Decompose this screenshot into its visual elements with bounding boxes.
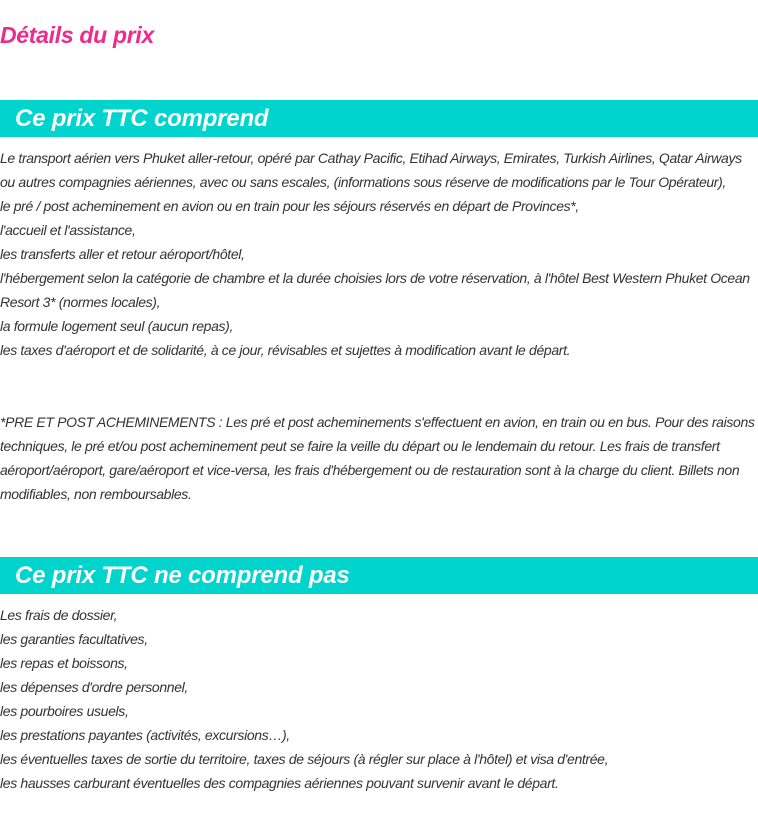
list-item: les éventuelles taxes de sortie du territoire, taxes de séjours (à régler sur place à l'hôtel) et visa d'entrée, <box>0 751 609 767</box>
includes-list <box>0 146 758 362</box>
list-item: les transferts aller et retour aéroport/hôtel, <box>0 246 245 262</box>
list-item: les dépenses d'ordre personnel, <box>0 679 188 695</box>
list-item: les pourboires usuels, <box>0 703 129 719</box>
transfer-note <box>0 410 758 506</box>
list-item: les hausses carburant éventuelles des compagnies aériennes pouvant survenir avant le départ. <box>0 775 559 791</box>
section-heading-excludes: Ce prix TTC ne comprend pas <box>0 557 758 594</box>
page-title: Détails du prix <box>0 22 154 48</box>
list-item: les taxes d'aéroport et de solidarité, à ce jour, révisables et sujettes à modification avant le départ. <box>0 342 571 358</box>
list-item: Les frais de dossier, <box>0 607 118 623</box>
list-item: les prestations payantes (activités, excursions…), <box>0 727 290 743</box>
excludes-list <box>0 603 758 795</box>
list-item: les repas et boissons, <box>0 655 128 671</box>
note-text: *PRE ET POST ACHEMINEMENTS : Les pré et post acheminements s'effectuent en avion, en train ou en bus. Pour des raisons techniques, le pré et/ou post acheminement peut se faire la veille du départ ou le lendemain du retour. Les frais de transfert aéroport/aéroport, gare/aéroport et vice-versa, les frais d'hébergement ou de restauration sont à la charge du client. Billets non modifiables, non remboursables. <box>0 414 755 502</box>
list-item: l'hébergement selon la catégorie de chambre et la durée choisies lors de votre réservation, à l'hôtel Best Western Phuket Ocean Resort 3* (normes locales), <box>0 270 750 310</box>
list-item: le pré / post acheminement en avion ou en train pour les séjours réservés en départ de Provinces*, <box>0 198 579 214</box>
list-item: l'accueil et l'assistance, <box>0 222 136 238</box>
list-item: les garanties facultatives, <box>0 631 148 647</box>
list-item: Le transport aérien vers Phuket aller-retour, opéré par Cathay Pacific, Etihad Airways, Emirates, Turkish Airlines, Qatar Airways ou autres compagnies aériennes, avec ou sans escales, (informations sous réserve de modifications par le Tour Opérateur), <box>0 150 742 190</box>
section-heading-includes: Ce prix TTC comprend <box>0 100 758 137</box>
list-item: la formule logement seul (aucun repas), <box>0 318 234 334</box>
